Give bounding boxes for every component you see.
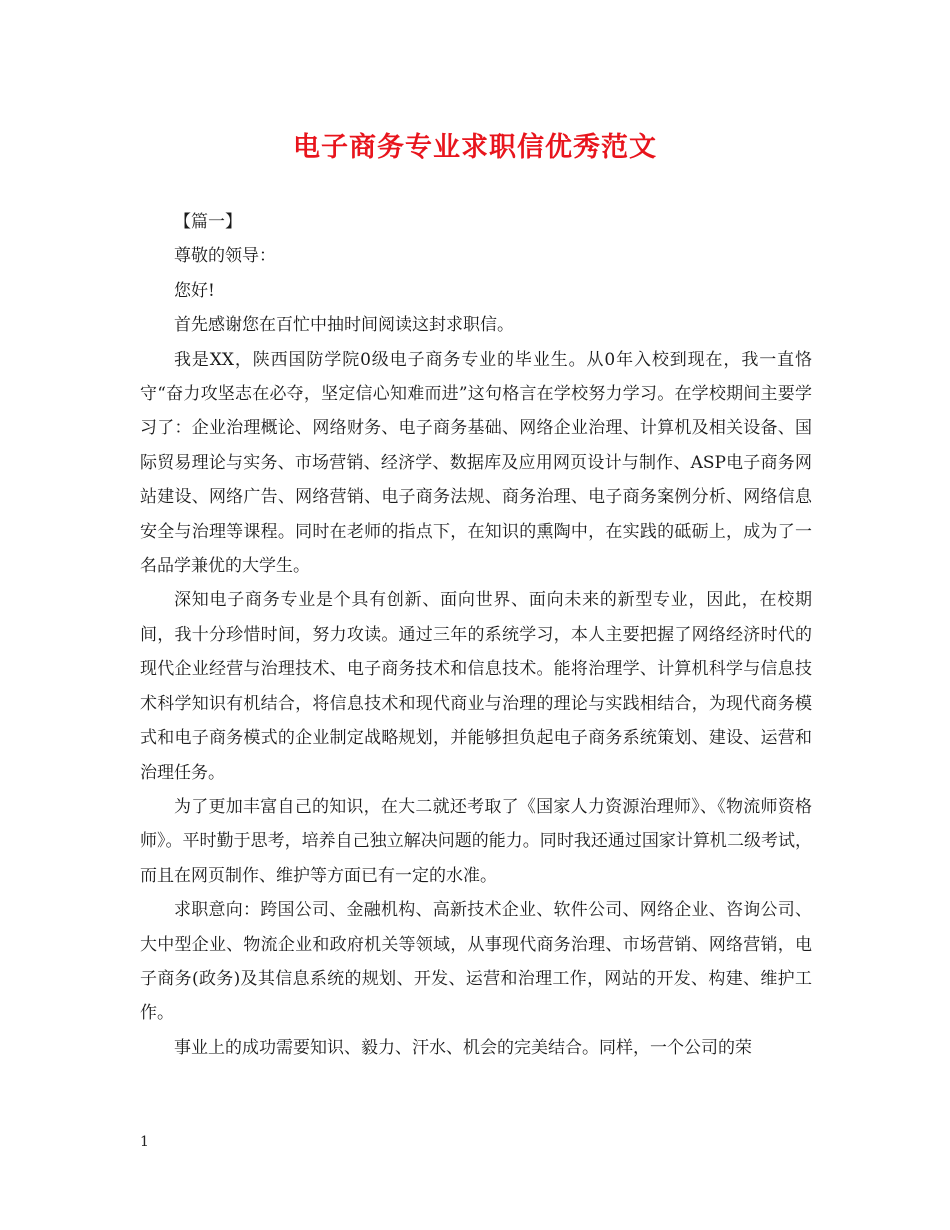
document-title: 电子商务专业求职信优秀范文 (293, 132, 657, 163)
paragraph-intro: 首先感谢您在百忙中抽时间阅读这封求职信。 (174, 315, 514, 336)
paragraph-major: 深知电子商务专业是个具有创新、面向世界、面向未来的新型专业，因此，在校期间，我十分珍惜时间，努力攻读。通过三年的系统学习，本人主要把握了网络经济时代的现代企业经营与治理技术、电子商务技术和信息技术。能将治理学、计算机科学与信息技术科学知识有机结合，将信息技术和现代商业与治理的理论与实践相结合，为现代商务模式和电子商务模式的企业制定战略规划，并能够担负起电子商务系统策划、建设、运营和治理任务。 (140, 590, 812, 783)
paragraph-job-intention: 求职意向：跨国公司、金融机构、高新技术企业、软件公司、网络企业、咨询公司、大中型企业、物流企业和政府机关等领域，从事现代商务治理、市场营销、网络营销，电子商务(政务)及其信息系统的规划、开发、运营和治理工作，网站的开发、构建、维护工作。 (140, 900, 812, 1024)
salutation: 尊敬的领导： (174, 246, 276, 267)
greeting: 您好! (174, 280, 215, 301)
paragraph-certificates: 为了更加丰富自己的知识，在大二就还考取了《国家人力资源治理师》、《物流师资格师》。平时勤于思考，培养自己独立解决问题的能力。同时我还通过国家计算机二级考试，而且在网页制作、维护等方面已有一定的水准。 (140, 796, 812, 886)
page-number: 1 (140, 1134, 149, 1150)
paragraph-closing: 事业上的成功需要知识、毅力、汗水、机会的完美结合。同样，一个公司的荣 (174, 1037, 752, 1058)
paragraph-background: 我是XX，陕西国防学院0级电子商务专业的毕业生。从0年入校到现在，我一直恪守“奋力攻坚志在必夺，坚定信心知难而进”这句格言在学校努力学习。在学校期间主要学习了：企业治理概论、网络财务、电子商务基础、网络企业治理、计算机及相关设备、国际贸易理论与实务、市场营销、经济学、数据库及应用网页设计与制作、ASP电子商务网站建设、网络广告、网络营销、电子商务法规、商务治理、电子商务案例分析、网络信息安全与治理等课程。同时在老师的指点下，在知识的熏陶中，在实践的砥砺上，成为了一名品学兼优的大学生。 (140, 349, 812, 577)
section-label: 【篇一】 (174, 212, 242, 232)
letter-body (140, 205, 812, 1065)
